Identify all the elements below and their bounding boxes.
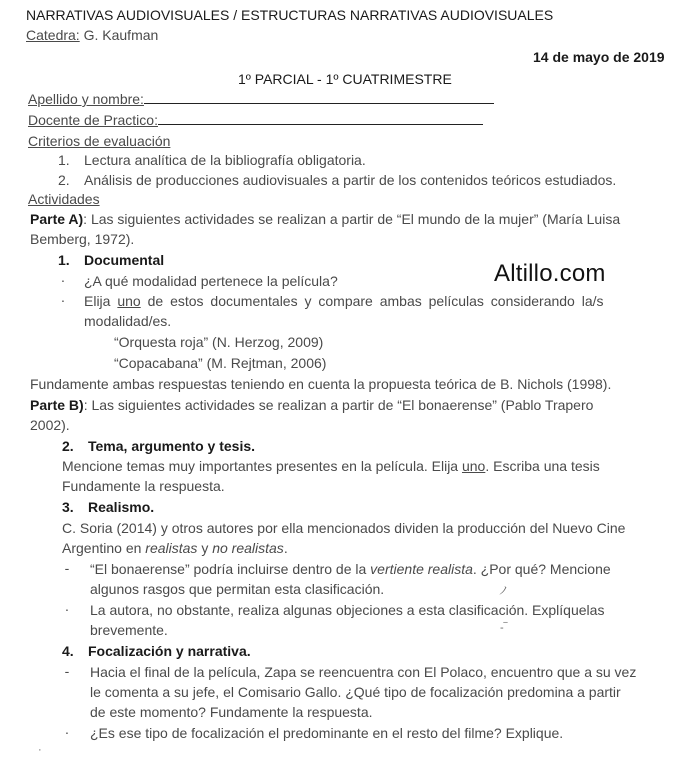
- q3-b1-c: . ¿Por qué? Mencione: [472, 561, 611, 577]
- parte-b-line-1: [30, 396, 593, 414]
- q2-line-2: Fundamente la respuesta.: [62, 478, 225, 494]
- q4-bullet-1-line-3: de este momento? Fundamente la respuesta.: [90, 704, 373, 720]
- q3-l2-no-realistas: no realistas: [212, 540, 284, 556]
- teacher-blank[interactable]: [158, 112, 483, 125]
- criterio-text-2: Análisis de producciones audiovisuales a partir de los contenidos teóricos estudiados.: [84, 172, 617, 188]
- q2-l1-post: . Escriba una tesis: [485, 458, 600, 474]
- q3-l2-a: Argentino en: [62, 540, 142, 556]
- q1-fundamente: Fundamente ambas respuestas teniendo en cuenta la propuesta teórica de B. Nichols (1998).: [30, 376, 612, 392]
- name-blank[interactable]: [144, 91, 494, 104]
- criterio-num-2: 2.: [58, 172, 70, 188]
- q4-bullet-1-line-1: Hacia el final de la película, Zapa se reencuentra con El Polaco, encuentro que a su vez: [90, 664, 637, 680]
- q1-doc-2: “Copacabana” (M. Rejtman, 2006): [114, 355, 327, 371]
- q2-l1-pre: Mencione temas muy importantes presentes en la película. Elija: [62, 458, 459, 474]
- q3-title: Realismo.: [88, 499, 155, 515]
- altillo-watermark: Altillo.com: [494, 260, 606, 287]
- parte-b-line-2: 2002).: [30, 417, 70, 433]
- q3-bullet-2-line-2: brevemente.: [90, 622, 168, 638]
- q3-b1-vertiente: vertiente realista: [370, 561, 473, 577]
- criterios-title: Criterios de evaluación: [28, 133, 171, 149]
- q1-b2-pre: Elija: [84, 293, 111, 309]
- course-title: NARRATIVAS AUDIOVISUALES / ESTRUCTURAS NARRATIVAS AUDIOVISUALES: [26, 7, 554, 23]
- teacher-label: Docente de Practico:: [28, 112, 158, 128]
- q1-num: 1.: [58, 252, 70, 268]
- catedra-label: Catedra:: [26, 27, 80, 43]
- q3-b1-a: “El bonaerense” podría incluirse dentro de la: [90, 561, 367, 577]
- criterio-num-1: 1.: [58, 152, 70, 168]
- teacher-field[interactable]: [28, 111, 483, 129]
- q1-bullet-1: ¿A qué modalidad pertenece la película?: [84, 273, 338, 289]
- q3-num: 3.: [62, 499, 74, 515]
- bullet-dash: ·: [64, 724, 70, 740]
- q2-title: Tema, argumento y tesis.: [88, 438, 256, 454]
- q3-bullet-1-line-1: [90, 560, 611, 578]
- exam-title: 1º PARCIAL - 1º CUATRIMESTRE: [238, 71, 452, 87]
- criterio-text-1: Lectura analítica de la bibliografía obligatoria.: [84, 152, 366, 168]
- scan-speck: ノ: [498, 585, 509, 597]
- parte-a-label: Parte A): [30, 211, 84, 227]
- q3-l2-period: .: [283, 540, 288, 556]
- actividades-title: Actividades: [28, 191, 100, 207]
- q1-doc-1: “Orquesta roja” (N. Herzog, 2009): [114, 334, 324, 350]
- bullet-dash: ·: [64, 601, 70, 617]
- q4-bullet-1-line-2: le comenta a su jefe, el Comisario Gallo. ¿Qué tipo de focalización predomina a partir: [90, 684, 621, 700]
- q2-line-1: [62, 457, 600, 475]
- bullet-dash: -: [64, 560, 70, 576]
- parte-b-label: Parte B): [30, 397, 84, 413]
- scan-speck: ·: [38, 744, 42, 756]
- name-label: Apellido y nombre:: [28, 91, 144, 107]
- q3-bullet-2-line-1: La autora, no obstante, realiza algunas objeciones a esta clasificación. Explíquelas: [90, 602, 605, 618]
- scan-speck: -‾: [500, 622, 508, 634]
- q4-num: 4.: [62, 643, 74, 659]
- q3-l2-y: y: [201, 540, 209, 556]
- q1-b2-uno: uno: [117, 293, 141, 309]
- q3-bullet-1-line-2: algunos rasgos que permitan esta clasificación.: [90, 581, 385, 597]
- parte-b-text: : Las siguientes actividades se realizan a partir de “El bonaerense” (Pablo Trapero: [83, 397, 594, 413]
- name-field[interactable]: [28, 90, 494, 108]
- q2-l1-uno: uno: [461, 458, 486, 474]
- bullet-dash: -: [64, 663, 70, 679]
- q3-line-2: [62, 539, 288, 557]
- q4-title: Focalización y narrativa.: [88, 643, 251, 659]
- q1-b2-post: de estos documentales y compare ambas películas considerando la/s: [147, 293, 604, 309]
- q1-bullet-2-line-2: modalidad/es.: [84, 313, 172, 329]
- catedra-name: G. Kaufman: [83, 27, 159, 43]
- parte-a-text: : Las siguientes actividades se realizan a partir de “El mundo de la mujer” (María Luisa: [83, 211, 621, 227]
- q4-bullet-2: ¿Es ese tipo de focalización el predominante en el resto del filme? Explique.: [90, 725, 564, 741]
- q1-bullet-2-line-1: [84, 292, 677, 310]
- parte-a-line-2: Bemberg, 1972).: [30, 231, 135, 247]
- q2-num: 2.: [62, 438, 74, 454]
- q3-line-1: C. Soria (2014) y otros autores por ella mencionados dividen la producción del Nuevo Cine: [62, 520, 626, 536]
- bullet-dash: ·: [60, 292, 66, 308]
- q3-l2-realistas: realistas: [145, 540, 198, 556]
- exam-date: 14 de mayo de 2019: [533, 49, 665, 65]
- bullet-dash: ·: [60, 272, 66, 288]
- parte-a-line-1: [30, 210, 620, 228]
- catedra-line: [26, 26, 158, 44]
- q1-title: Documental: [84, 252, 165, 268]
